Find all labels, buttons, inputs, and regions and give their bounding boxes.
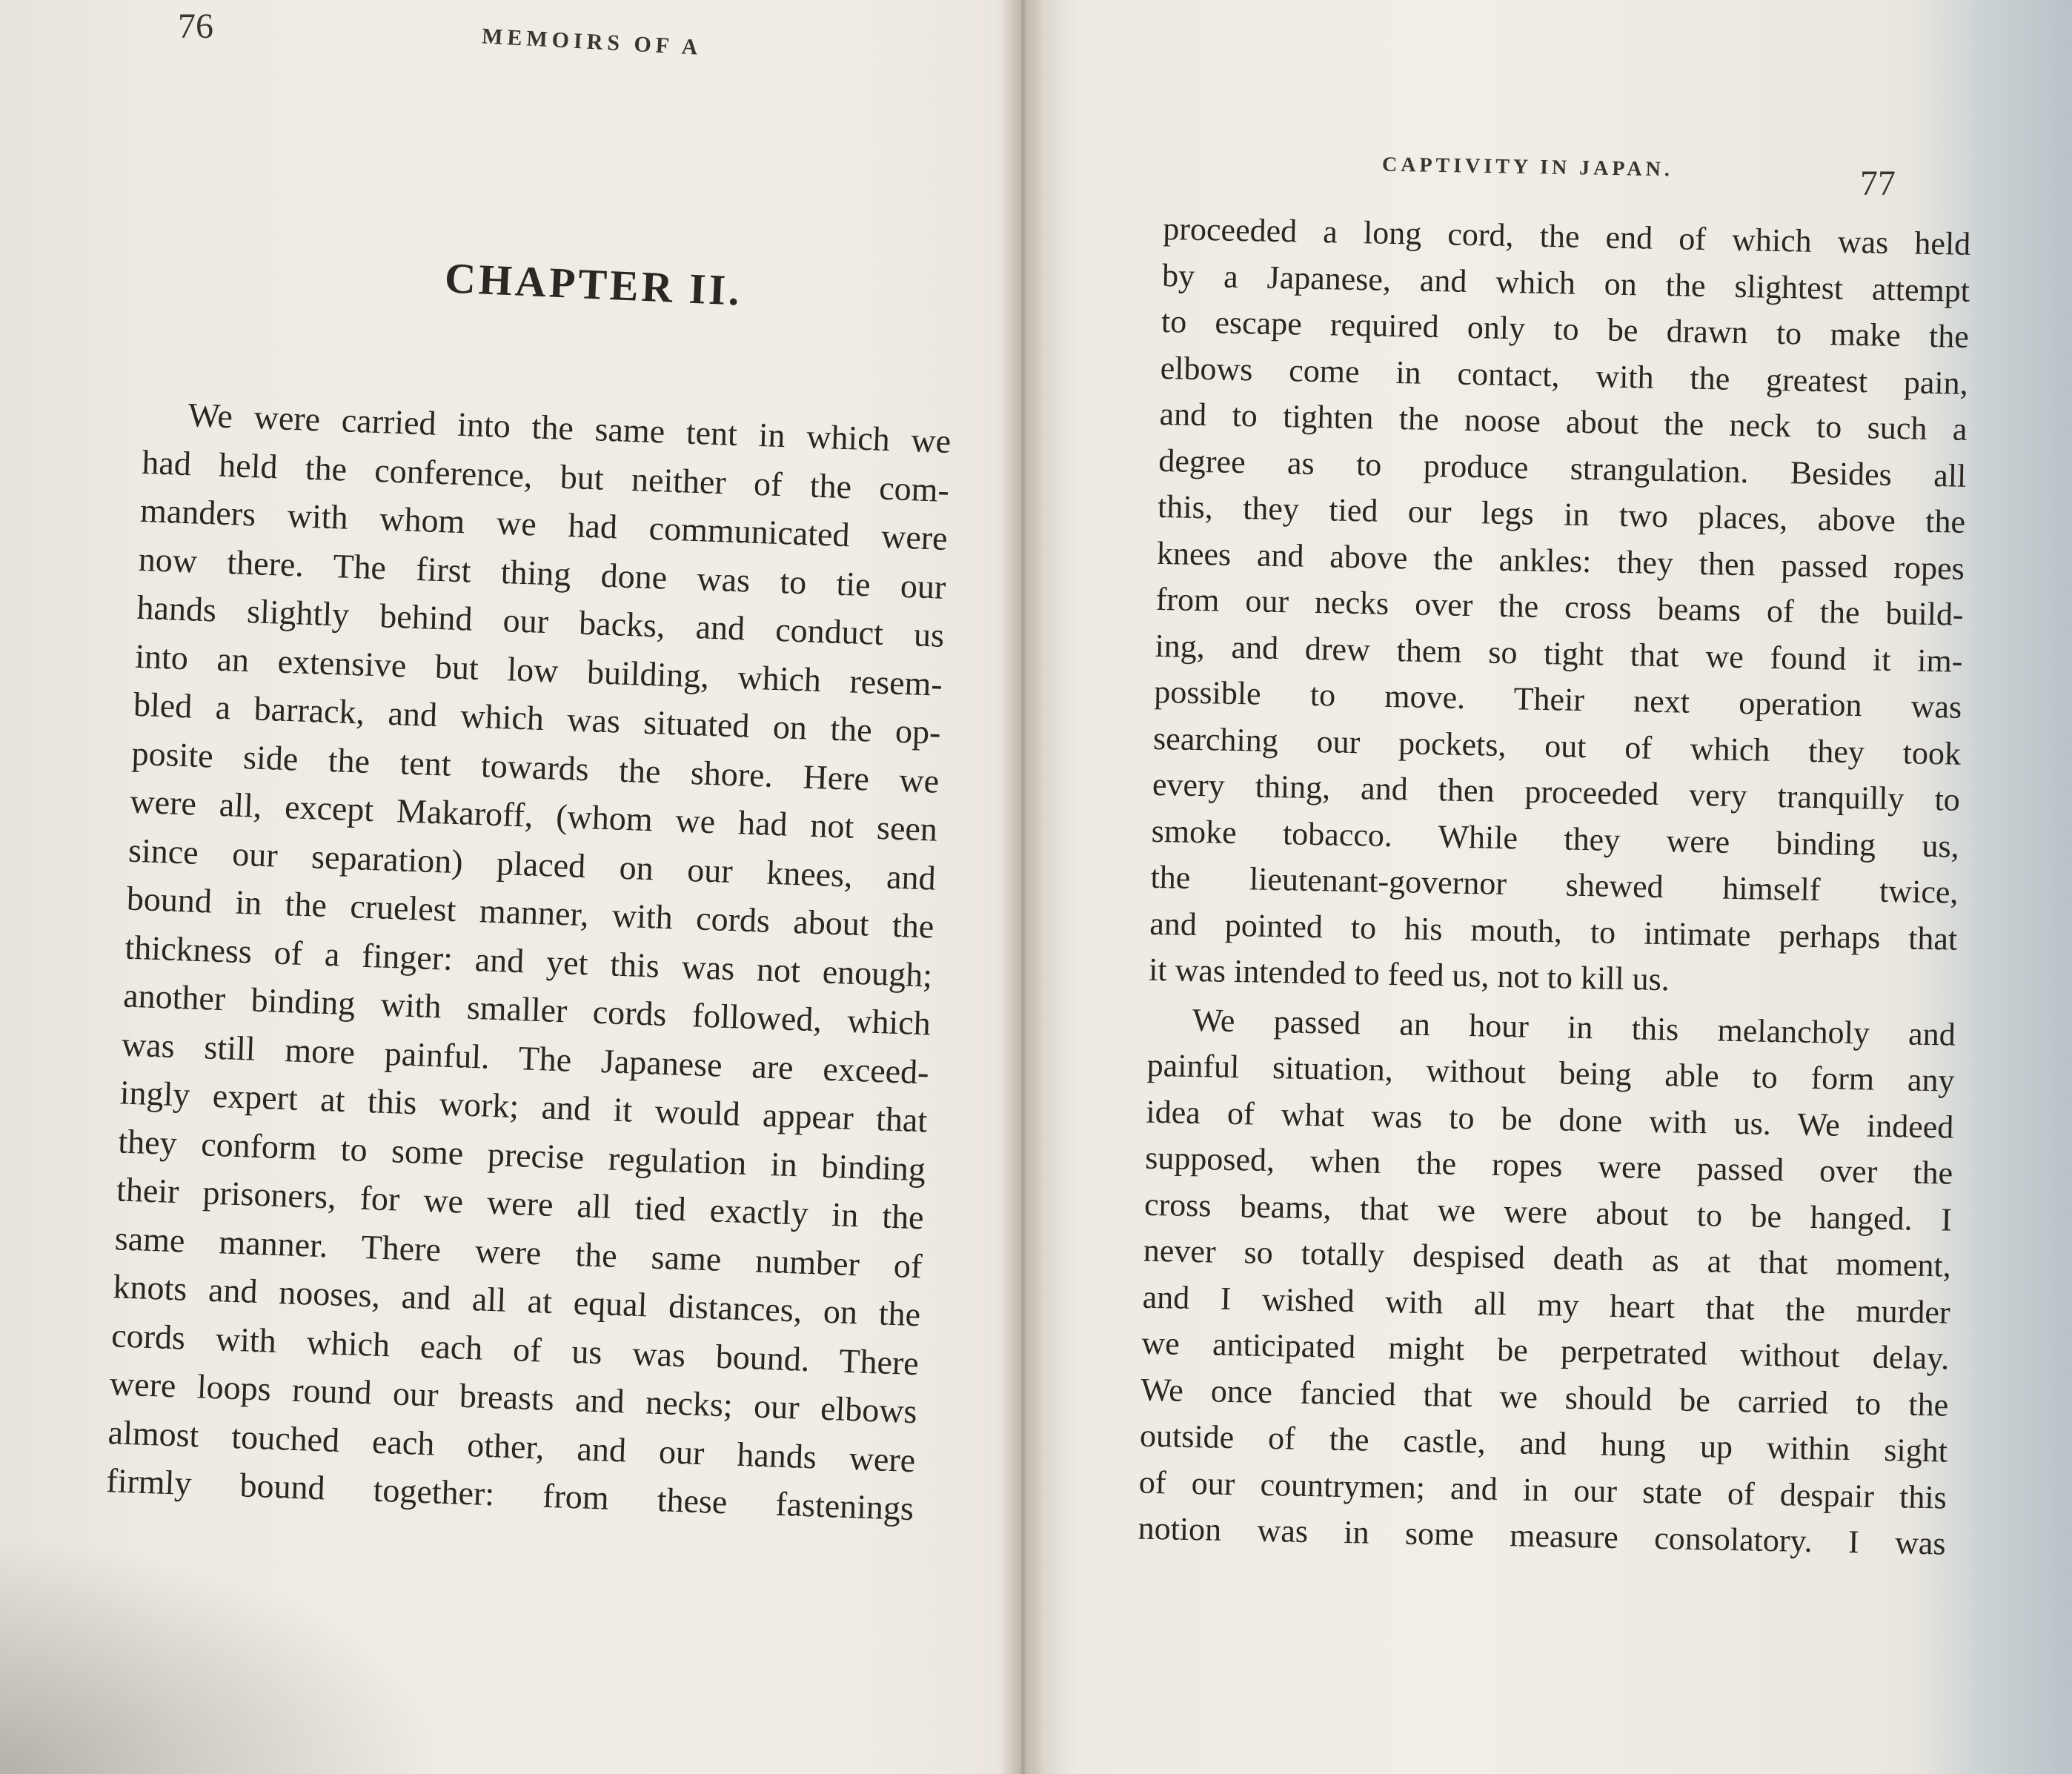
text-line: we anticipated might be perpetrated without delay.: [1141, 1324, 1950, 1377]
text-line: outside of the castle, and hung up within sight: [1139, 1417, 1948, 1469]
text-line: thickness of a finger: and yet this was not enough;: [124, 928, 933, 994]
text-line: ingly expert at this work; and it would appear that: [119, 1073, 929, 1140]
text-line: hands slightly behind our backs, and conduct us: [136, 588, 945, 654]
text-line: knots and nooses, and all at equal distances, on the: [112, 1267, 921, 1334]
text-line: ing, and drew them so tight that we found it im-: [1155, 627, 1963, 680]
text-line: into an extensive but low building, which resem-: [134, 637, 943, 703]
text-line: their prisoners, for we were all tied exactly in the: [116, 1170, 925, 1237]
text-line: it was intended to feed us, not to kill us.: [1148, 951, 1670, 998]
text-line: posite side the tent towards the shore. Here we: [130, 734, 940, 800]
text-line: firmly bound together: from these fastenings: [105, 1461, 914, 1528]
text-line: knees and above the ankles: they then passed ropes: [1156, 534, 1965, 587]
text-line: they conform to some precise regulation in binding: [117, 1121, 926, 1188]
text-line: almost touched each other, and our hands were: [107, 1412, 917, 1479]
body-text: [1138, 206, 1971, 1567]
text-line: searching our pockets, out of which they took: [1152, 720, 1962, 772]
chapter-title: CHAPTER II.: [443, 253, 743, 315]
left-page: [0, 0, 1008, 1774]
text-line: and pointed to his mouth, to intimate perhaps that: [1149, 905, 1958, 957]
page-number: 77: [1860, 164, 1896, 203]
text-line: notion was in some measure consolatory. I was: [1138, 1509, 1947, 1562]
text-line: proceeded a long cord, the end of which was held: [1162, 210, 1971, 262]
running-head: CAPTIVITY IN JAPAN.: [1381, 153, 1674, 182]
text-line: were loops round our breasts and necks; our elbows: [109, 1364, 918, 1431]
text-line: now there. The first thing done was to tie our: [138, 539, 947, 606]
text-line: cords with which each of us was bound. There: [110, 1315, 920, 1382]
text-line: cross beams, that we were about to be hanged. I: [1143, 1186, 1953, 1238]
text-line: to escape required only to be drawn to make the: [1160, 302, 1970, 355]
text-line: the lieutenant-governor shewed himself twice,: [1150, 858, 1959, 911]
text-line: bound in the cruelest manner, with cords about the: [126, 879, 935, 946]
text-line: this, they tied our legs in two places, above the: [1157, 488, 1966, 540]
text-line: smoke tobacco. While they were binding us,: [1151, 812, 1960, 865]
page-number: 76: [178, 7, 213, 46]
text-line: degree as to produce strangulation. Besides all: [1158, 442, 1967, 494]
text-line: every thing, and then proceeded very tranquilly to: [1152, 765, 1961, 818]
text-line: painful situation, without being able to form any: [1146, 1046, 1956, 1099]
text-line: same manner. There were the same number of: [114, 1218, 923, 1285]
text-line: and to tighten the noose about the neck to such a: [1159, 395, 1968, 448]
right-page: [1045, 0, 2072, 1774]
body-text: [105, 389, 952, 1533]
text-line: and I wished with all my heart that the murder: [1142, 1278, 1951, 1331]
text-line: We passed an hour in this melancholy and: [1192, 1001, 1956, 1053]
text-line: from our necks over the cross beams of the build-: [1155, 580, 1965, 633]
text-line: We were carried into the same tent in which we: [187, 396, 952, 461]
text-line: idea of what was to be done with us. We indeed: [1146, 1093, 1954, 1146]
text-line: possible to move. Their next operation was: [1153, 673, 1962, 725]
text-line: manders with whom we had communicated were: [139, 491, 949, 557]
text-line: by a Japanese, and which on the slightest attempt: [1161, 256, 1970, 309]
text-line: another binding with smaller cords followed, which: [122, 976, 932, 1043]
text-line: had held the conference, but neither of the com-: [141, 442, 950, 509]
text-line: never so totally despised death as at that moment,: [1143, 1232, 1952, 1284]
text-line: was still more painful. The Japanese are exceed-: [121, 1024, 930, 1091]
running-head: MEMOIRS OF A: [481, 24, 703, 60]
text-line: of our countrymen; and in our state of despair this: [1138, 1464, 1948, 1516]
text-line: We once fancied that we should be carried to the: [1140, 1371, 1949, 1423]
text-line: bled a barrack, and which was situated on the op-: [133, 685, 942, 751]
text-line: elbows come in contact, with the greatest pain,: [1160, 349, 1969, 402]
text-line: were all, except Makaroff, (whom we had not seen: [129, 782, 938, 848]
text-line: supposed, when the ropes were passed over the: [1144, 1139, 1953, 1192]
text-line: since our separation) placed on our knees, and: [127, 831, 937, 897]
